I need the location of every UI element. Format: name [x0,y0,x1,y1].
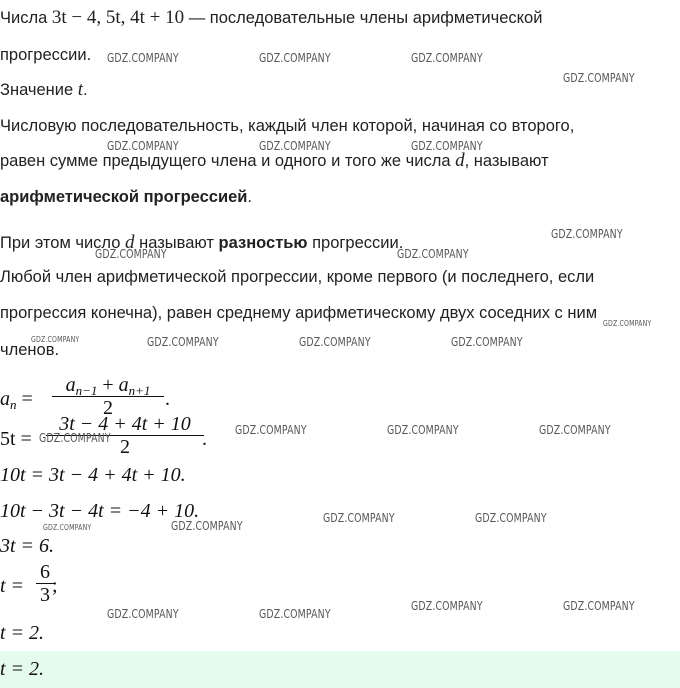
watermark: GDZ.COMPANY [397,247,469,261]
watermark: GDZ.COMPANY [299,335,371,349]
watermark: GDZ.COMPANY [107,51,179,65]
text-fragment: равен сумме предыдущего члена и одного и того же числа [0,152,456,170]
text-fragment: При этом число [0,234,126,252]
formula-step-collect: 10t − 3t − 4t = −4 + 10. [0,500,200,522]
watermark: GDZ.COMPANY [411,51,483,65]
property-line2: прогрессия конечна), равен среднему арифметическому двух соседних с ним [0,304,598,322]
inline-math: d [455,150,465,171]
answer-text: t = 2. [0,658,45,680]
difference-line [0,233,403,253]
text-fragment: . [247,188,253,206]
watermark: GDZ.COMPANY [411,599,483,613]
formula-step-simplify: 3t = 6. [0,535,55,557]
watermark: GDZ.COMPANY [411,139,483,153]
formula-lhs: $a_n$ = [0,388,33,412]
watermark: GDZ.COMPANY [551,227,623,241]
definition-line2 [0,151,549,171]
watermark: GDZ.COMPANY [147,335,219,349]
formula-step-multiply: 10t = 3t − 4 + 4t + 10. [0,464,186,486]
watermark: GDZ.COMPANY [451,335,523,349]
watermark: GDZ.COMPANY [475,511,547,525]
text-fragment: Числа [0,9,52,27]
property-line1: Любой член арифметической прогрессии, кроме первого (и последнего, если [0,268,595,286]
inline-math: 3t − 4, 5t, 4t + 10 [51,7,185,28]
watermark: GDZ.COMPANY [43,523,92,532]
text-fragment: Значение [0,81,78,99]
question-line [0,80,88,100]
fraction-numerator: 3t − 4 + 4t + 10 [59,413,191,435]
formula-end: . [202,428,207,450]
fraction-numerator: 6 [40,561,50,583]
watermark: GDZ.COMPANY [563,71,635,85]
watermark: GDZ.COMPANY [259,607,331,621]
formula-substitution-lhs: 5t = [0,428,32,450]
watermark: GDZ.COMPANY [387,423,459,437]
formula-result: t = 2. [0,622,45,644]
watermark: GDZ.COMPANY [95,247,167,261]
formula-divide-lhs: t = [0,575,25,597]
problem-statement-line2: прогрессии. [0,46,92,64]
formula-end: ; [52,575,58,597]
watermark: GDZ.COMPANY [171,519,243,533]
watermark: GDZ.COMPANY [603,319,652,328]
term-bold: арифметической прогрессией [0,188,248,206]
inline-math: d [125,232,135,253]
watermark: GDZ.COMPANY [235,423,307,437]
watermark: GDZ.COMPANY [39,431,111,445]
definition-line3 [0,187,252,207]
watermark: GDZ.COMPANY [31,335,80,344]
answer-block [0,651,680,688]
watermark: GDZ.COMPANY [107,607,179,621]
fraction-denominator: 3 [40,584,50,606]
watermark: GDZ.COMPANY [259,139,331,153]
fraction-denominator: 2 [120,436,130,458]
watermark: GDZ.COMPANY [107,139,179,153]
property-line3: членов. [0,341,60,359]
watermark: GDZ.COMPANY [563,599,635,613]
inline-math: t [77,79,84,100]
formula-end: . [165,388,170,410]
text-fragment: — последовательные члены арифметической [184,9,543,27]
text-fragment: . [83,81,88,99]
text-fragment: называют [134,234,219,252]
text-fragment: , называют [464,152,549,170]
problem-statement-line1 [0,8,542,28]
watermark: GDZ.COMPANY [259,51,331,65]
definition-line1: Числовую последовательность, каждый член которой, начиная со второго, [0,117,575,135]
term-bold: разностью [218,234,308,252]
fraction-denominator: 2 [103,397,113,419]
watermark: GDZ.COMPANY [323,511,395,525]
text-fragment: прогрессии. [307,234,404,252]
watermark: GDZ.COMPANY [539,423,611,437]
fraction-numerator: $a_{n-1} + a_{n+1}$ [65,374,151,398]
